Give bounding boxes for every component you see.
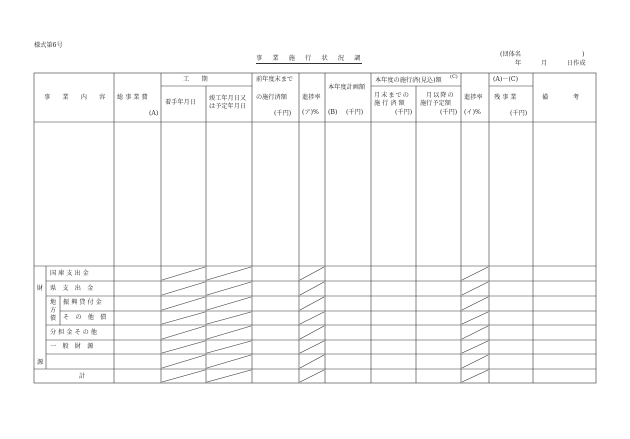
date-suffix: 日作成 [567, 60, 586, 67]
col-progress1-mark: (ア)% [302, 109, 319, 116]
finance-row-total: 計 [79, 373, 86, 380]
col-content: 事 業 内 容 [44, 94, 109, 101]
finance-group-top: 財 [37, 285, 44, 292]
finance-row-other-bond: そ の 他 債 [63, 314, 107, 321]
org-label: (団体名 [500, 51, 521, 58]
col-current: 本年度の施行済(見込)額 [375, 77, 442, 84]
finance-bond-group [49, 299, 57, 323]
col-total-cost: 総 事 業 費 [117, 94, 148, 101]
table-border [34, 73, 596, 383]
col-prev-2: の施行済額 [256, 94, 287, 101]
col-plan: 本年度計画額 [328, 84, 366, 91]
col-after-unit: (千円) [440, 109, 458, 116]
finance-row-contribution: 分 担 金 そ の 他 [50, 329, 97, 336]
col-start-date: 着手年月日 [165, 99, 196, 106]
bond-char-3: 債 [49, 315, 56, 322]
bond-char-1: 地 [49, 299, 56, 306]
col-progress1: 進捗率 [302, 94, 321, 101]
col-after-1: 月以降の [426, 92, 455, 99]
org-close: ) [582, 51, 585, 58]
col-progress2-mark: (イ)% [464, 109, 481, 116]
page-title: 事 業 施 行 状 況 調 [256, 56, 362, 64]
col-remain-formula: (A)－(C) [493, 76, 519, 83]
col-progress2: 進捗率 [464, 94, 483, 101]
date-month: 月 [541, 60, 548, 67]
finance-row-promotion-loan: 振 興 貸 付 金 [63, 299, 102, 306]
col-end-date-2: は予定年月日 [209, 103, 247, 110]
finance-group-bottom: 源 [37, 359, 44, 366]
col-current-mark: (C) [450, 74, 458, 80]
col-plan-mark: (B) [328, 109, 338, 116]
form-number: 様式第6号 [34, 42, 63, 49]
col-prev-1: 前年度末まで [256, 76, 294, 83]
col-remain: 残 事 業 [494, 94, 517, 101]
col-month-end-2: 施 行 済 額 [374, 100, 405, 107]
col-prev-unit: (千円) [274, 110, 292, 117]
col-period: 工 期 [183, 76, 208, 83]
date-year: 年 [515, 60, 522, 67]
col-plan-unit: (千円) [346, 109, 364, 116]
finance-row-national: 国 庫 支 出 金 [50, 270, 89, 277]
col-remain-unit: (千円) [510, 110, 528, 117]
col-month-end-1: 月末までの [374, 92, 410, 99]
finance-row-general: 一 般 財 源 [50, 343, 94, 350]
col-after-2: 施行予定額 [420, 100, 451, 107]
col-total-cost-mark: (A) [149, 110, 159, 117]
col-end-date-1: 竣工年月日又 [209, 95, 247, 102]
col-remarks: 備 考 [542, 94, 580, 101]
finance-row-prefecture: 県 支 出 金 [50, 285, 94, 292]
bond-char-2: 方 [49, 307, 56, 314]
col-month-end-unit: (千円) [395, 109, 413, 116]
